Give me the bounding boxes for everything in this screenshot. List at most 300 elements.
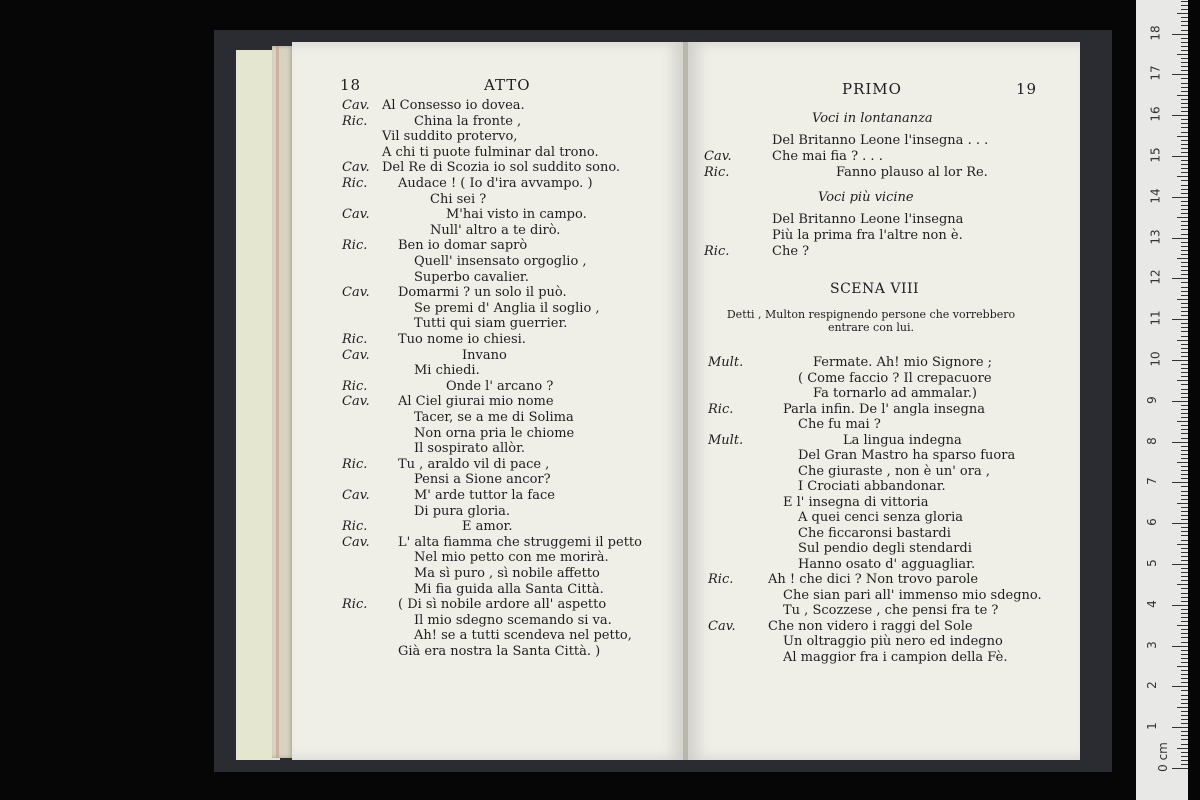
verse-line: Al Consesso io dovea.: [382, 98, 525, 113]
speaker-label: Ric.: [342, 519, 368, 535]
ruler-tick: [1172, 278, 1188, 279]
verse-line: Che ?: [772, 244, 810, 259]
speaker-label: Cav.: [342, 347, 370, 363]
right-page-number: 19: [1016, 80, 1038, 98]
ruler-tick: [1181, 229, 1188, 230]
right-running-head: PRIMO: [842, 80, 902, 98]
verse-line: Che giuraste , non è un' ora ,: [798, 463, 990, 479]
ruler-tick: [1181, 527, 1188, 528]
ruler-tick: [1177, 136, 1188, 137]
ruler-tick: [1181, 703, 1188, 704]
speaker-label: Ric.: [342, 238, 368, 254]
page-stack-edge: [272, 46, 294, 758]
ruler-tick: [1181, 123, 1188, 124]
ruler-tick: [1181, 140, 1188, 141]
ruler-tick: [1181, 193, 1188, 194]
ruler-tick: [1181, 242, 1188, 243]
verse-line: Del Gran Mastro ha sparso fuora: [798, 448, 1016, 463]
ruler-number: 11: [1148, 310, 1163, 326]
speaker-label: Cav.: [342, 285, 370, 301]
ruler-tick: [1181, 556, 1188, 557]
ruler-number: 15: [1148, 147, 1163, 163]
verse-line: Null' altro a te dirò.: [430, 222, 561, 238]
verse-line: Fermate. Ah! mio Signore ;: [813, 355, 993, 370]
speaker-label: Cav.: [708, 618, 736, 634]
ruler-number: 8: [1144, 436, 1159, 445]
ruler-tick: [1181, 315, 1188, 316]
ruler-tick: [1181, 637, 1188, 638]
ruler-tick: [1181, 25, 1188, 26]
ruler-tick: [1177, 462, 1188, 463]
speaker-label: Cav.: [342, 160, 370, 176]
ruler-tick: [1181, 531, 1188, 532]
ruler-tick: [1181, 209, 1188, 210]
speaker-label: Mult.: [708, 432, 744, 448]
verse-line: Ah ! che dici ? Non trovo parole: [768, 572, 979, 587]
verse-line: Un oltraggio più nero ed indegno: [783, 634, 1003, 649]
verse-line: Non orna pria le chiome: [414, 425, 575, 441]
speaker-label: Cav.: [342, 98, 370, 113]
ruler-tick: [1181, 548, 1188, 549]
ruler-tick: [1181, 389, 1188, 390]
verse-line: Hanno osato d' agguagliar.: [798, 556, 976, 572]
ruler-tick: [1181, 433, 1188, 434]
ruler-tick: [1181, 405, 1188, 406]
stage-direction-closer: Voci più vicine: [818, 190, 914, 205]
verse-line: Mi chiedi.: [414, 363, 480, 379]
ruler-tick: [1181, 413, 1188, 414]
ruler-tick: [1177, 380, 1188, 381]
ruler-tick: [1181, 466, 1188, 467]
verse-line: Quell' insensato orgoglio ,: [414, 254, 587, 269]
verse-line: Che mai fia ? . . .: [772, 149, 883, 164]
ruler-tick: [1181, 66, 1188, 67]
ruler-tick: [1172, 319, 1188, 320]
verse-line: Ma sì puro , sì nobile affetto: [414, 566, 600, 581]
ruler-tick: [1181, 344, 1188, 345]
verse-line: China la fronte ,: [414, 113, 522, 129]
verse-line: Onde l' arcano ?: [446, 378, 554, 394]
ruler-number: 4: [1144, 599, 1159, 608]
ruler-tick: [1181, 560, 1188, 561]
ruler-tick: [1181, 221, 1188, 222]
ruler-tick: [1181, 87, 1188, 88]
ruler-tick: [1181, 384, 1188, 385]
speaker-label: Ric.: [342, 456, 368, 472]
ruler-tick: [1181, 262, 1188, 263]
verse-line: Audace ! ( Io d'ira avvampo. ): [398, 176, 593, 191]
ruler-tick: [1172, 605, 1188, 606]
ruler-tick: [1181, 107, 1188, 108]
speaker-label: Cav.: [342, 207, 370, 223]
ruler-tick: [1172, 523, 1188, 524]
ruler-tick: [1181, 621, 1188, 622]
ruler-tick: [1177, 340, 1188, 341]
ruler-tick: [1181, 470, 1188, 471]
ruler-tick: [1181, 168, 1188, 169]
ruler-tick: [1181, 83, 1188, 84]
verse-line: Già era nostra la Santa Città. ): [398, 644, 601, 659]
verse-line: Tutti qui siam guerrier.: [414, 316, 568, 332]
ruler-tick: [1181, 658, 1188, 659]
ruler-tick: [1181, 670, 1188, 671]
ruler-tick: [1181, 50, 1188, 51]
ruler-number: 17: [1148, 65, 1163, 82]
ruler-tick: [1181, 111, 1188, 112]
ruler-tick: [1181, 152, 1188, 153]
ruler-tick: [1181, 180, 1188, 181]
ruler-number: 5: [1144, 559, 1159, 567]
ruler-tick: [1181, 654, 1188, 655]
ruler-tick: [1181, 311, 1188, 312]
ruler-tick: [1177, 707, 1188, 708]
ruler-tick: [1181, 376, 1188, 377]
ruler-number: 18: [1148, 24, 1163, 41]
ruler-tick: [1181, 446, 1188, 447]
ruler-tick: [1172, 401, 1188, 402]
ruler-number: 10: [1148, 351, 1163, 367]
ruler-tick: [1181, 295, 1188, 296]
ruler-tick: [1181, 711, 1188, 712]
ruler-tick: [1181, 699, 1188, 700]
speaker-label: Cav.: [342, 534, 370, 550]
verse-line: M' arde tuttor la face: [414, 488, 555, 503]
ruler-tick: [1181, 450, 1188, 451]
verse-line: Più la prima fra l'altre non è.: [772, 228, 963, 243]
ruler-tick: [1181, 364, 1188, 365]
ruler-tick: [1181, 662, 1188, 663]
ruler-tick: [1181, 478, 1188, 479]
verse-line: Vil suddito protervo,: [382, 129, 518, 145]
left-page-number: 18: [340, 76, 362, 94]
verse-line: Il sospirato allòr.: [414, 441, 526, 457]
ruler-tick: [1172, 768, 1188, 769]
ruler-tick: [1172, 442, 1188, 443]
ruler-tick: [1172, 156, 1188, 157]
ruler-tick: [1172, 564, 1188, 565]
verse-line: Invano: [462, 347, 507, 363]
ruler-tick: [1181, 38, 1188, 39]
ruler-tick: [1181, 491, 1188, 492]
ruler-tick: [1181, 205, 1188, 206]
speaker-label: Cav.: [704, 149, 732, 164]
speaker-label: Ric.: [708, 401, 734, 417]
ruler-tick: [1181, 266, 1188, 267]
ruler-tick: [1181, 752, 1188, 753]
ruler-number: 12: [1148, 269, 1163, 286]
ruler-tick: [1181, 348, 1188, 349]
ruler-tick: [1181, 132, 1188, 133]
ruler-tick: [1181, 397, 1188, 398]
ruler-tick: [1181, 719, 1188, 720]
ruler-tick: [1181, 650, 1188, 651]
ruler-tick: [1177, 584, 1188, 585]
ruler-number: 7: [1144, 477, 1159, 486]
verse-line: Tuo nome io chiesi.: [398, 332, 526, 347]
ruler-tick: [1181, 674, 1188, 675]
ruler-tick: [1181, 201, 1188, 202]
speaker-label: Ric.: [342, 176, 368, 191]
ruler-tick: [1181, 144, 1188, 145]
ruler-tick: [1181, 486, 1188, 487]
ruler-tick: [1181, 760, 1188, 761]
ruler-tick: [1177, 258, 1188, 259]
scene-note: Detti , Multon respignendo persone che vorrebbero entrare con lui.: [726, 308, 1016, 334]
speaker-label: Ric.: [342, 378, 368, 394]
ruler-tick: [1181, 282, 1188, 283]
ruler-tick: [1172, 646, 1188, 647]
ruler-tick: [1181, 429, 1188, 430]
ruler-tick: [1181, 164, 1188, 165]
ruler-tick: [1181, 458, 1188, 459]
ruler-tick: [1181, 234, 1188, 235]
ruler-tick: [1177, 748, 1188, 749]
ruler-tick: [1181, 62, 1188, 63]
stage-direction-distance: Voci in lontananza: [812, 111, 933, 126]
verse-line: Tu , Scozzese , che pensi fra te ?: [783, 603, 999, 618]
ruler-tick: [1181, 327, 1188, 328]
ruler-tick: [1177, 625, 1188, 626]
ruler-tick: [1181, 21, 1188, 22]
ruler-tick: [1181, 213, 1188, 214]
ruler-tick: [1181, 393, 1188, 394]
ruler-unit-label: 0 cm: [1155, 742, 1170, 772]
ruler-tick: [1181, 254, 1188, 255]
ruler-tick: [1181, 454, 1188, 455]
ruler-number: 16: [1148, 106, 1163, 122]
ruler-tick: [1181, 756, 1188, 757]
ruler-tick: [1181, 172, 1188, 173]
ruler-tick: [1181, 744, 1188, 745]
ruler-tick: [1181, 42, 1188, 43]
ruler-tick: [1181, 185, 1188, 186]
verse-line: Tacer, se a me di Solima: [414, 410, 574, 425]
verse-line: Fa tornarlo ad ammalar.): [813, 386, 977, 401]
ruler-tick: [1181, 739, 1188, 740]
ruler-tick: [1181, 352, 1188, 353]
verse-line: M'hai visto in campo.: [446, 207, 587, 223]
ruler-tick: [1181, 519, 1188, 520]
ruler-tick: [1181, 678, 1188, 679]
speaker-label: Ric.: [342, 113, 368, 129]
ruler-tick: [1181, 690, 1188, 691]
ruler-tick: [1181, 409, 1188, 410]
speaker-label: Cav.: [342, 394, 370, 410]
ruler-number: 2: [1144, 681, 1159, 690]
ruler-tick: [1172, 360, 1188, 361]
ruler-tick: [1181, 633, 1188, 634]
ruler-tick: [1177, 13, 1188, 14]
verse-line: L' alta fiamma che struggemi il petto: [398, 534, 642, 550]
verse-line: La lingua indegna: [843, 432, 962, 448]
verse-line: Al maggior fra i campion della Fè.: [783, 649, 1008, 665]
ruler-tick: [1172, 74, 1188, 75]
ruler-tick: [1177, 666, 1188, 667]
ruler-tick: [1181, 417, 1188, 418]
ruler-tick: [1181, 515, 1188, 516]
ruler-tick: [1177, 176, 1188, 177]
ruler-tick: [1181, 735, 1188, 736]
verse-line: E l' insegna di vittoria: [783, 494, 929, 510]
speaker-label: Cav.: [342, 488, 370, 503]
verse-line: Se premi d' Anglia il soglio ,: [414, 300, 600, 316]
verse-line: A chi ti puote fulminar dal trono.: [382, 144, 599, 160]
ruler-tick: [1181, 291, 1188, 292]
ruler-number: 9: [1144, 395, 1159, 404]
ruler-tick: [1181, 552, 1188, 553]
speaker-label: Ric.: [342, 597, 368, 613]
verse-line: Che ficcaronsi bastardi: [798, 525, 951, 541]
ruler-tick: [1181, 597, 1188, 598]
verse-line: E amor.: [462, 519, 513, 535]
verse-line: Di pura gloria.: [414, 503, 511, 519]
verse-line: Che fu mai ?: [798, 417, 881, 432]
ruler-tick: [1181, 629, 1188, 630]
verse-line: Sul pendio degli stendardi: [798, 541, 972, 556]
ruler-tick: [1177, 95, 1188, 96]
left-running-head: ATTO: [484, 76, 531, 94]
ruler-tick: [1181, 495, 1188, 496]
ruler-tick: [1181, 270, 1188, 271]
ruler-tick: [1181, 540, 1188, 541]
ruler-tick: [1181, 588, 1188, 589]
speaker-label: Ric.: [704, 165, 730, 180]
ruler-tick: [1181, 148, 1188, 149]
ruler-tick: [1177, 503, 1188, 504]
measuring-ruler: [1136, 0, 1188, 800]
speaker-label: Ric.: [704, 244, 730, 259]
ruler-tick: [1181, 438, 1188, 439]
verse-line: Che non videro i raggi del Sole: [768, 618, 973, 634]
verse-line: ( Come faccio ? Il crepacuore: [798, 370, 992, 386]
ruler-tick: [1181, 103, 1188, 104]
verse-line: Il mio sdegno scemando si va.: [414, 612, 612, 628]
verse-line: Al Ciel giurai mio nome: [398, 394, 554, 410]
ruler-tick: [1181, 372, 1188, 373]
verse-line: Pensi a Sione ancor?: [414, 472, 551, 488]
ruler-tick: [1181, 331, 1188, 332]
verse-line: Superbo cavalier.: [414, 269, 529, 285]
speaker-label: Ric.: [342, 332, 368, 347]
ruler-tick: [1181, 695, 1188, 696]
ruler-tick: [1181, 1, 1188, 2]
ruler-tick: [1181, 307, 1188, 308]
ruler-tick: [1172, 482, 1188, 483]
ruler-tick: [1181, 160, 1188, 161]
ruler-tick: [1177, 217, 1188, 218]
ruler-tick: [1181, 568, 1188, 569]
verse-line: Domarmi ? un solo il può.: [398, 285, 567, 301]
verse-line: Nel mio petto con me morirà.: [414, 550, 609, 566]
ruler-number: 13: [1148, 228, 1163, 245]
ruler-tick: [1181, 535, 1188, 536]
ruler-number: 3: [1144, 640, 1159, 649]
ruler-tick: [1181, 30, 1188, 31]
ruler-tick: [1181, 576, 1188, 577]
ruler-tick: [1181, 99, 1188, 100]
verse-line: A quei cenci senza gloria: [798, 510, 964, 525]
ruler-tick: [1181, 323, 1188, 324]
verse-line: Fanno plauso al lor Re.: [836, 165, 988, 180]
ruler-tick: [1181, 119, 1188, 120]
verse-line: Mi fia guida alla Santa Città.: [414, 581, 604, 597]
ruler-tick: [1181, 499, 1188, 500]
ruler-number: 14: [1148, 188, 1163, 204]
ruler-tick: [1177, 544, 1188, 545]
ruler-tick: [1181, 246, 1188, 247]
ruler-tick: [1181, 303, 1188, 304]
ruler-tick: [1181, 572, 1188, 573]
ruler-number: 1: [1144, 722, 1159, 731]
ruler-tick: [1181, 601, 1188, 602]
ruler-tick: [1181, 58, 1188, 59]
verse-line: Che sian pari all' immenso mio sdegno.: [783, 587, 1042, 603]
verse-line: Ah! se a tutti scendeva nel petto,: [414, 628, 632, 644]
ruler-tick: [1181, 731, 1188, 732]
ruler-tick: [1181, 507, 1188, 508]
ruler-tick: [1181, 617, 1188, 618]
ruler-tick: [1181, 425, 1188, 426]
verse-line: Parla infin. De l' angla insegna: [783, 401, 985, 417]
ruler-tick: [1177, 421, 1188, 422]
ruler-tick: [1181, 723, 1188, 724]
ruler-tick: [1181, 511, 1188, 512]
ruler-tick: [1181, 368, 1188, 369]
ruler-tick: [1181, 593, 1188, 594]
verse-line: Chi sei ?: [430, 191, 487, 207]
ruler-tick: [1181, 91, 1188, 92]
ruler-tick: [1181, 46, 1188, 47]
ruler-tick: [1181, 78, 1188, 79]
verse-line: ( Di sì nobile ardore all' aspetto: [398, 597, 607, 613]
ruler-tick: [1172, 727, 1188, 728]
verse-line: Del Britanno Leone l'insegna . . .: [772, 133, 989, 148]
ruler-tick: [1181, 580, 1188, 581]
ruler-tick: [1181, 336, 1188, 337]
ruler-tick: [1181, 764, 1188, 765]
ruler-tick: [1181, 189, 1188, 190]
ruler-tick: [1181, 682, 1188, 683]
ruler-tick: [1172, 34, 1188, 35]
ruler-tick: [1181, 715, 1188, 716]
verse-line: Del Re di Scozia io sol suddito sono.: [382, 160, 621, 176]
ruler-tick: [1181, 70, 1188, 71]
ruler-tick: [1181, 613, 1188, 614]
ruler-tick: [1172, 115, 1188, 116]
ruler-tick: [1181, 17, 1188, 18]
ruler-tick: [1181, 287, 1188, 288]
ruler-tick: [1172, 197, 1188, 198]
ruler-tick: [1172, 238, 1188, 239]
ruler-tick: [1181, 127, 1188, 128]
verse-line: Del Britanno Leone l'insegna: [772, 212, 964, 227]
ruler-tick: [1177, 54, 1188, 55]
verse-line: I Crociati abbandonar.: [798, 479, 946, 494]
ruler-tick: [1181, 9, 1188, 10]
verse-line: Ben io domar saprò: [398, 238, 528, 254]
ruler-tick: [1181, 642, 1188, 643]
verse-line: Tu , araldo vil di pace ,: [398, 456, 550, 472]
scene-title: SCENA VIII: [830, 281, 920, 297]
speaker-label: Ric.: [708, 572, 734, 587]
ruler-tick: [1181, 274, 1188, 275]
ruler-tick: [1181, 5, 1188, 6]
ruler-tick: [1181, 250, 1188, 251]
ruler-tick: [1181, 474, 1188, 475]
ruler-tick: [1177, 299, 1188, 300]
ruler-tick: [1181, 609, 1188, 610]
ruler-tick: [1181, 356, 1188, 357]
